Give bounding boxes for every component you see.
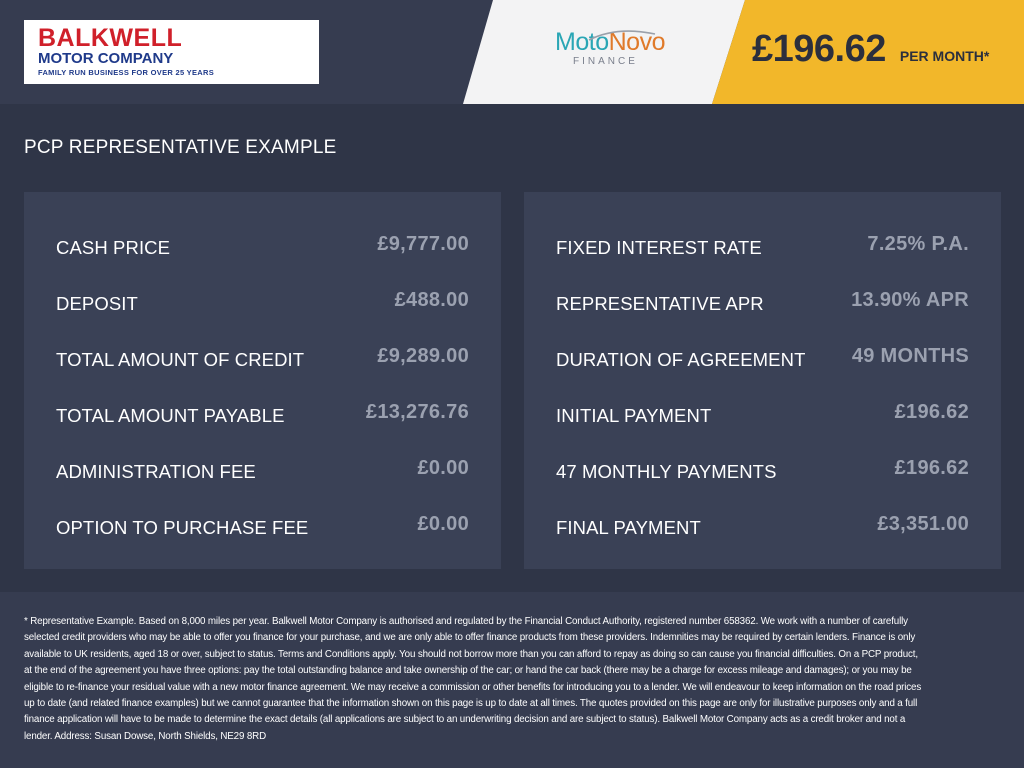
footer-disclaimer — [0, 592, 1024, 768]
dealer-logo-subname: MOTOR COMPANY — [38, 50, 174, 67]
detail-row-admin-fee — [56, 440, 469, 496]
detail-label: REPRESENTATIVE APR — [556, 293, 764, 314]
detail-value: £9,289.00 — [377, 344, 469, 367]
dealer-logo-tagline: FAMILY RUN BUSINESS FOR OVER 25 YEARS — [38, 68, 215, 77]
detail-row-purchase-fee — [56, 496, 469, 552]
detail-label: INITIAL PAYMENT — [556, 405, 712, 426]
detail-label: DEPOSIT — [56, 293, 138, 314]
detail-row-interest-rate — [556, 216, 969, 272]
detail-row-final-payment — [556, 496, 969, 552]
detail-value: 13.90% APR — [851, 288, 969, 311]
detail-value: £9,777.00 — [377, 232, 469, 255]
finance-provider-sub: FINANCE — [573, 56, 638, 67]
detail-label: FIXED INTEREST RATE — [556, 237, 762, 258]
detail-value: £196.62 — [894, 400, 969, 423]
detail-value: £0.00 — [417, 512, 469, 535]
detail-value: £196.62 — [894, 456, 969, 479]
dealer-logo[interactable] — [24, 20, 319, 84]
detail-label: TOTAL AMOUNT OF CREDIT — [56, 349, 305, 370]
detail-row-total-payable — [56, 384, 469, 440]
finance-details-left-panel — [24, 192, 501, 569]
detail-row-deposit — [56, 272, 469, 328]
detail-row-monthly-payments — [556, 440, 969, 496]
finance-brand-novo: Novo — [608, 28, 665, 56]
section-title: PCP REPRESENTATIVE EXAMPLE — [24, 137, 337, 158]
detail-row-duration — [556, 328, 969, 384]
detail-label: CASH PRICE — [56, 237, 171, 258]
detail-label: 47 MONTHLY PAYMENTS — [556, 461, 777, 482]
detail-value: £13,276.76 — [365, 400, 469, 423]
header-bar — [0, 0, 1024, 104]
detail-value: £488.00 — [394, 288, 469, 311]
detail-row-cash-price — [56, 216, 469, 272]
detail-label: TOTAL AMOUNT PAYABLE — [56, 405, 285, 426]
finance-brand-moto: Moto — [555, 28, 609, 56]
detail-value: 49 MONTHS — [851, 344, 969, 367]
finance-details-right-panel — [524, 192, 1001, 569]
detail-row-apr — [556, 272, 969, 328]
detail-value: £3,351.00 — [877, 512, 969, 535]
detail-label: OPTION TO PURCHASE FEE — [56, 517, 309, 538]
detail-label: DURATION OF AGREEMENT — [556, 349, 806, 370]
detail-label: ADMINISTRATION FEE — [56, 461, 256, 482]
monthly-amount: £196.62 — [752, 28, 886, 70]
detail-label: FINAL PAYMENT — [556, 517, 701, 538]
detail-value: £0.00 — [417, 456, 469, 479]
monthly-price — [752, 28, 989, 78]
finance-provider-logo — [535, 28, 685, 78]
dealer-logo-name: BALKWELL — [38, 24, 183, 52]
disclaimer-text: * Representative Example. Based on 8,000 miles per year. Balkwell Motor Company is authorised and regulated by the Financial Conduct Authority, registered number 658362. We work with a number of carefully selected credit providers who may be able to offer you finance for your purchase, and we are only able to offer finance products from these providers. Indemnities may be required by certain lenders. Finance is only available to UK residents, aged 18 or over, subject to status. Terms and Conditions apply. You should not borrow more than you can afford to repay as doing so can cause you financial difficulties. On a PCP product, at the end of the agreement you have three options: pay the total outstanding balance and take ownership of the car; or hand the car back (there may be a charge for excess mileage and damages); or you may be eligible to re-finance your residual value with a new motor finance agreement. We may receive a commission or other benefits for introducing you to a lender. We will endeavour to keep information on the road prices up to date (and related finance examples) but we cannot guarantee that the information shown on this page is up to date at all times. The quotes provided on this page are only for illustrative purposes only and a full finance application will have to be made to determine the exact details (all applications are subject to an underwriting decision and are subject to status). Balkwell Motor Company acts as a credit broker and not a lender. Address: Susan Dowse, North Shields, NE29 8RD — [24, 616, 922, 742]
per-month-label: PER MONTH* — [899, 48, 990, 64]
detail-value: 7.25% P.A. — [867, 232, 969, 255]
detail-row-initial-payment — [556, 384, 969, 440]
detail-row-total-credit — [56, 328, 469, 384]
logo-swoosh-icon — [587, 28, 657, 42]
